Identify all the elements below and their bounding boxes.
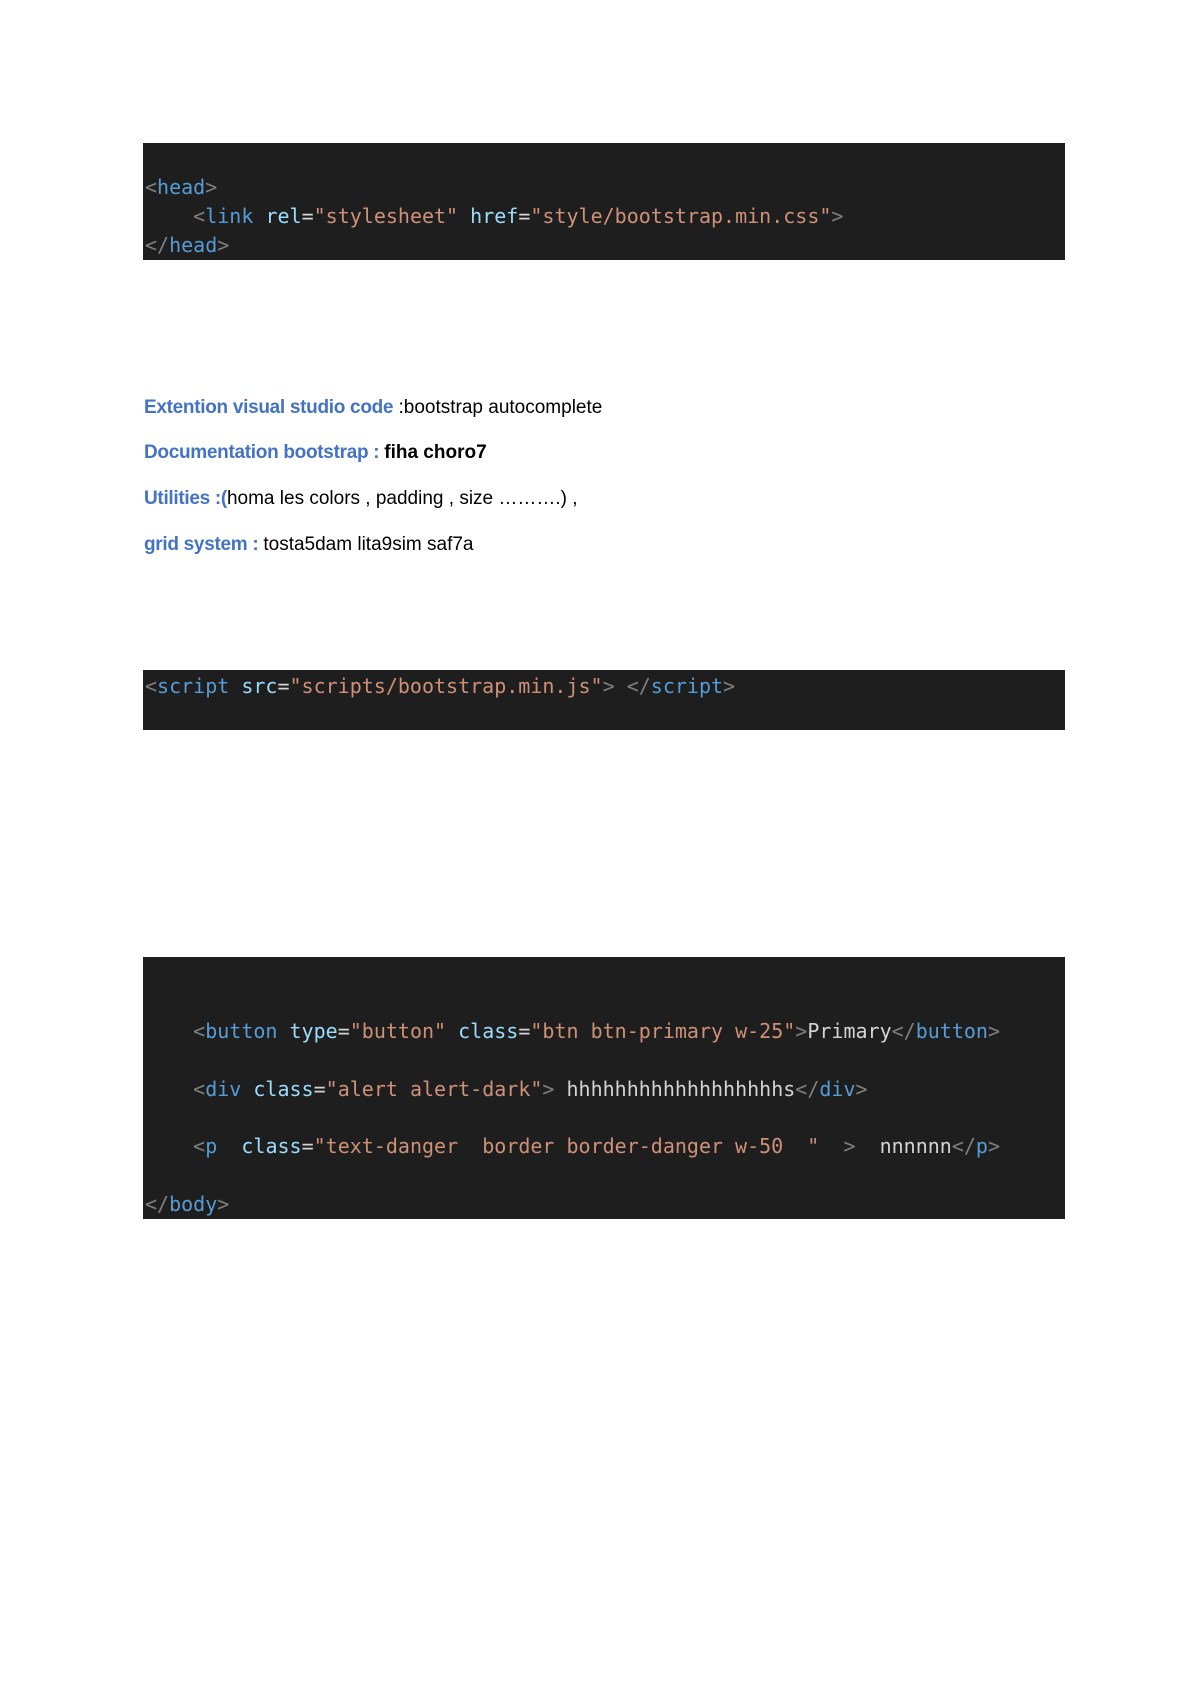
- code-line: [145, 202, 843, 230]
- code-punct: </: [145, 1192, 170, 1216]
- note-value: homa les colors , padding , size ……….) ,: [226, 488, 578, 509]
- code-attr: type: [289, 1019, 338, 1043]
- code-space: [615, 674, 627, 698]
- note-key: grid system :: [144, 534, 264, 555]
- code-space: [446, 1019, 458, 1043]
- code-block-head: [143, 143, 1065, 260]
- code-string: "btn btn-primary w-25": [530, 1019, 796, 1043]
- code-space: [458, 204, 470, 228]
- note-value: bootstrap autocomplete: [403, 397, 603, 418]
- code-eq: =: [301, 1134, 314, 1158]
- code-punct: </: [891, 1019, 916, 1043]
- code-text: nnnnnn: [855, 1134, 952, 1158]
- code-indent: [145, 204, 193, 228]
- code-punct: >: [542, 1077, 555, 1101]
- code-punct: >: [723, 674, 736, 698]
- code-punct: >: [831, 204, 844, 228]
- code-block-body: [143, 957, 1065, 1219]
- code-space: [241, 1077, 253, 1101]
- note-utilities: [144, 486, 578, 512]
- code-tag: div: [205, 1077, 242, 1101]
- code-space: [277, 1019, 289, 1043]
- code-tag: div: [819, 1077, 856, 1101]
- code-string: "style/bootstrap.min.css": [530, 204, 832, 228]
- code-punct: </: [951, 1134, 976, 1158]
- note-value: tosta5dam lita9sim saf7a: [263, 534, 474, 555]
- code-punct: >: [205, 175, 218, 199]
- code-punct: >: [819, 1134, 856, 1158]
- code-punct: <: [193, 1077, 206, 1101]
- code-tag: button: [915, 1019, 988, 1043]
- code-attr: class: [458, 1019, 519, 1043]
- note-documentation: [144, 440, 487, 466]
- note-extension: [144, 395, 602, 421]
- code-indent: [145, 1134, 193, 1158]
- code-punct: </: [626, 674, 651, 698]
- code-punct: >: [795, 1019, 808, 1043]
- code-punct: <: [193, 1019, 206, 1043]
- code-eq: =: [313, 1077, 326, 1101]
- code-line: [145, 1075, 868, 1103]
- note-key: Utilities :(: [144, 488, 227, 509]
- code-space: [217, 1134, 241, 1158]
- code-punct: <: [145, 674, 158, 698]
- code-punct: <: [145, 175, 158, 199]
- note-grid-system: [144, 532, 474, 558]
- code-line: [145, 1017, 1000, 1045]
- code-tag: head: [169, 233, 218, 257]
- code-indent: [145, 1077, 193, 1101]
- code-tag: button: [205, 1019, 278, 1043]
- code-eq: =: [518, 204, 531, 228]
- note-key: Documentation bootstrap :: [144, 442, 385, 463]
- code-indent: [145, 1019, 193, 1043]
- note-sep: :: [393, 397, 404, 418]
- code-text: hhhhhhhhhhhhhhhhhhs: [554, 1077, 796, 1101]
- code-line: [145, 1190, 229, 1218]
- code-punct: >: [217, 233, 230, 257]
- code-line: [145, 1132, 1000, 1160]
- code-attr: href: [470, 204, 519, 228]
- code-line: [145, 672, 735, 700]
- code-space: [229, 674, 241, 698]
- note-value: fiha choro7: [384, 442, 487, 463]
- code-string: "stylesheet": [313, 204, 459, 228]
- code-tag: body: [169, 1192, 218, 1216]
- code-attr: rel: [265, 204, 302, 228]
- code-string: "scripts/bootstrap.min.js": [289, 674, 603, 698]
- code-punct: >: [217, 1192, 230, 1216]
- code-block-script: [143, 670, 1065, 730]
- code-tag: script: [650, 674, 724, 698]
- code-tag: head: [157, 175, 206, 199]
- code-punct: </: [795, 1077, 820, 1101]
- code-eq: =: [277, 674, 290, 698]
- code-tag: p: [975, 1134, 988, 1158]
- code-punct: <: [193, 204, 206, 228]
- code-attr: class: [241, 1134, 302, 1158]
- code-punct: >: [987, 1134, 1000, 1158]
- code-string: "text-danger border border-danger w-50 ": [313, 1134, 820, 1158]
- code-string: "alert alert-dark": [325, 1077, 543, 1101]
- code-tag: script: [157, 674, 230, 698]
- code-line: [145, 173, 217, 201]
- note-key: Extention visual studio code: [144, 397, 394, 418]
- code-line: [145, 231, 229, 259]
- code-attr: class: [253, 1077, 314, 1101]
- code-attr: src: [241, 674, 278, 698]
- code-punct: </: [145, 233, 170, 257]
- code-string: "button": [349, 1019, 447, 1043]
- code-punct: >: [855, 1077, 868, 1101]
- code-tag: link: [205, 204, 254, 228]
- code-space: [253, 204, 265, 228]
- code-eq: =: [518, 1019, 531, 1043]
- code-eq: =: [337, 1019, 350, 1043]
- code-tag: p: [205, 1134, 218, 1158]
- code-eq: =: [301, 204, 314, 228]
- code-punct: <: [193, 1134, 206, 1158]
- code-punct: >: [987, 1019, 1001, 1043]
- code-text: Primary: [807, 1019, 892, 1043]
- code-punct: >: [602, 674, 615, 698]
